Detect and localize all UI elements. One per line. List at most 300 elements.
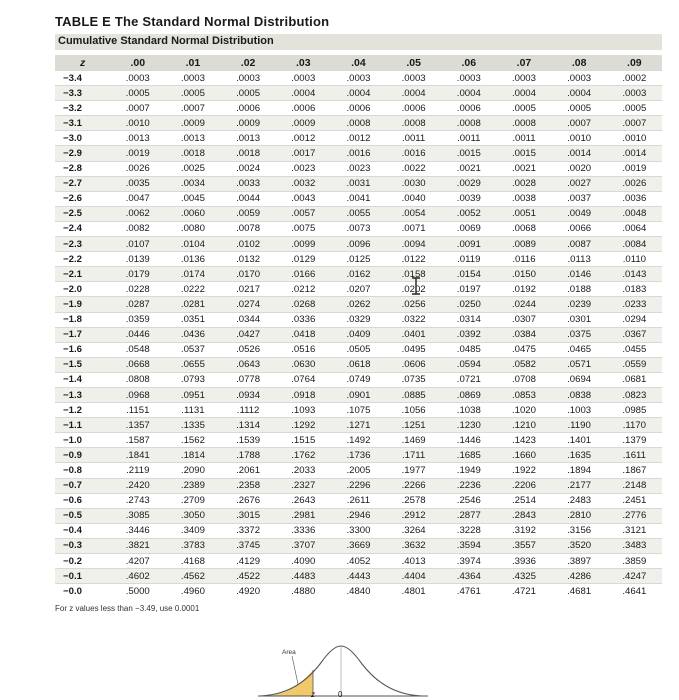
- row-z-value: −2.4: [55, 221, 110, 236]
- probability-cell: .2483: [552, 493, 607, 508]
- probability-cell: .0233: [607, 297, 662, 312]
- probability-cell: .0505: [331, 342, 386, 357]
- probability-cell: .3557: [496, 538, 551, 553]
- probability-cell: .4602: [110, 569, 165, 584]
- row-z-value: −3.0: [55, 131, 110, 146]
- probability-cell: .0465: [552, 342, 607, 357]
- probability-cell: .0055: [331, 206, 386, 221]
- probability-cell: .2578: [386, 493, 441, 508]
- row-z-value: −2.0: [55, 282, 110, 297]
- probability-cell: .1423: [496, 433, 551, 448]
- probability-cell: .0003: [552, 71, 607, 86]
- probability-cell: .0250: [441, 297, 496, 312]
- probability-cell: .0025: [165, 161, 220, 176]
- probability-cell: .0004: [331, 86, 386, 101]
- probability-cell: .0036: [607, 191, 662, 206]
- probability-cell: .0918: [276, 387, 331, 402]
- probability-cell: .0006: [221, 101, 276, 116]
- probability-cell: .0005: [552, 101, 607, 116]
- row-z-value: −3.1: [55, 116, 110, 131]
- probability-cell: .2676: [221, 493, 276, 508]
- probability-cell: .0985: [607, 403, 662, 418]
- probability-cell: .0069: [441, 221, 496, 236]
- probability-cell: .3821: [110, 538, 165, 553]
- header-col: .09: [607, 55, 662, 71]
- probability-cell: .2843: [496, 508, 551, 523]
- table-row: [55, 206, 662, 221]
- probability-cell: .3936: [496, 554, 551, 569]
- probability-cell: .0003: [331, 71, 386, 86]
- probability-cell: .0119: [441, 252, 496, 267]
- probability-cell: .0010: [110, 116, 165, 131]
- probability-cell: .0005: [165, 86, 220, 101]
- probability-cell: .2877: [441, 508, 496, 523]
- header-col: .03: [276, 55, 331, 71]
- row-z-value: −2.7: [55, 176, 110, 191]
- probability-cell: .2709: [165, 493, 220, 508]
- probability-cell: .1977: [386, 463, 441, 478]
- text-cursor-icon: [411, 277, 421, 295]
- probability-cell: .2033: [276, 463, 331, 478]
- table-row: [55, 161, 662, 176]
- probability-cell: .1190: [552, 418, 607, 433]
- probability-cell: .0021: [496, 161, 551, 176]
- zero-label: 0: [338, 690, 343, 699]
- probability-cell: .0003: [221, 71, 276, 86]
- probability-cell: .0023: [276, 161, 331, 176]
- probability-cell: .0694: [552, 372, 607, 387]
- probability-cell: .0021: [441, 161, 496, 176]
- probability-cell: .1401: [552, 433, 607, 448]
- probability-cell: .0708: [496, 372, 551, 387]
- probability-cell: .0019: [110, 146, 165, 161]
- probability-cell: .0003: [496, 71, 551, 86]
- probability-cell: .1056: [386, 403, 441, 418]
- probability-cell: .3859: [607, 554, 662, 569]
- probability-cell: .1075: [331, 403, 386, 418]
- row-z-value: −3.3: [55, 86, 110, 101]
- probability-cell: .1949: [441, 463, 496, 478]
- probability-cell: .0262: [331, 297, 386, 312]
- probability-cell: .0143: [607, 267, 662, 282]
- probability-cell: .3192: [496, 523, 551, 538]
- probability-cell: .0170: [221, 267, 276, 282]
- probability-cell: .1711: [386, 448, 441, 463]
- probability-cell: .0020: [552, 161, 607, 176]
- probability-cell: .1335: [165, 418, 220, 433]
- probability-cell: .0009: [221, 116, 276, 131]
- probability-cell: .0005: [496, 101, 551, 116]
- probability-cell: .1251: [386, 418, 441, 433]
- probability-cell: .0885: [386, 387, 441, 402]
- header-col: .07: [496, 55, 551, 71]
- probability-cell: .2611: [331, 493, 386, 508]
- probability-cell: .5000: [110, 584, 165, 599]
- row-z-value: −2.3: [55, 237, 110, 252]
- z-table: [55, 55, 662, 598]
- probability-cell: .4443: [331, 569, 386, 584]
- row-z-value: −1.9: [55, 297, 110, 312]
- probability-cell: .1587: [110, 433, 165, 448]
- probability-cell: .1841: [110, 448, 165, 463]
- probability-cell: .2296: [331, 478, 386, 493]
- probability-cell: .0571: [552, 357, 607, 372]
- probability-cell: .0006: [441, 101, 496, 116]
- probability-cell: .3050: [165, 508, 220, 523]
- probability-cell: .0239: [552, 297, 607, 312]
- probability-cell: .1736: [331, 448, 386, 463]
- probability-cell: .4880: [276, 584, 331, 599]
- probability-cell: .0951: [165, 387, 220, 402]
- row-z-value: −1.1: [55, 418, 110, 433]
- header-col: .01: [165, 55, 220, 71]
- shaded-area: [266, 670, 313, 696]
- probability-cell: .3446: [110, 523, 165, 538]
- probability-cell: .0049: [552, 206, 607, 221]
- probability-cell: .1469: [386, 433, 441, 448]
- row-z-value: −1.8: [55, 312, 110, 327]
- probability-cell: .3336: [276, 523, 331, 538]
- probability-cell: .0073: [331, 221, 386, 236]
- probability-cell: .0132: [221, 252, 276, 267]
- row-z-value: −3.4: [55, 71, 110, 86]
- probability-cell: .0244: [496, 297, 551, 312]
- probability-cell: .0158: [386, 267, 441, 282]
- probability-cell: .4840: [331, 584, 386, 599]
- probability-cell: .2546: [441, 493, 496, 508]
- probability-cell: .0033: [221, 176, 276, 191]
- probability-cell: .0012: [276, 131, 331, 146]
- probability-cell: .0594: [441, 357, 496, 372]
- probability-cell: .0150: [496, 267, 551, 282]
- probability-cell: .0146: [552, 267, 607, 282]
- probability-cell: .0359: [110, 312, 165, 327]
- probability-cell: .0125: [331, 252, 386, 267]
- probability-cell: .0016: [331, 146, 386, 161]
- probability-cell: .0139: [110, 252, 165, 267]
- probability-cell: .3632: [386, 538, 441, 553]
- probability-cell: .2358: [221, 478, 276, 493]
- probability-cell: .0281: [165, 297, 220, 312]
- row-z-value: −1.6: [55, 342, 110, 357]
- probability-cell: .0526: [221, 342, 276, 357]
- probability-cell: .0013: [110, 131, 165, 146]
- probability-cell: .2389: [165, 478, 220, 493]
- probability-cell: .1151: [110, 403, 165, 418]
- probability-cell: .0071: [386, 221, 441, 236]
- probability-cell: .0455: [607, 342, 662, 357]
- probability-cell: .0059: [221, 206, 276, 221]
- probability-cell: .0630: [276, 357, 331, 372]
- probability-cell: .0901: [331, 387, 386, 402]
- table-row: [55, 71, 662, 86]
- table-row: [55, 176, 662, 191]
- probability-cell: .0054: [386, 206, 441, 221]
- probability-cell: .0329: [331, 312, 386, 327]
- probability-cell: .2061: [221, 463, 276, 478]
- table-row: [55, 493, 662, 508]
- probability-cell: .0104: [165, 237, 220, 252]
- probability-cell: .0013: [165, 131, 220, 146]
- probability-cell: .0004: [552, 86, 607, 101]
- probability-cell: .3409: [165, 523, 220, 538]
- table-row: [55, 191, 662, 206]
- probability-cell: .3520: [552, 538, 607, 553]
- probability-cell: .0052: [441, 206, 496, 221]
- table-row: [55, 584, 662, 599]
- probability-cell: .0022: [386, 161, 441, 176]
- probability-cell: .0322: [386, 312, 441, 327]
- probability-cell: .1562: [165, 433, 220, 448]
- probability-cell: .0192: [496, 282, 551, 297]
- probability-cell: .2119: [110, 463, 165, 478]
- probability-cell: .2743: [110, 493, 165, 508]
- probability-cell: .0154: [441, 267, 496, 282]
- row-z-value: −1.5: [55, 357, 110, 372]
- probability-cell: .0122: [386, 252, 441, 267]
- probability-cell: .0011: [441, 131, 496, 146]
- probability-cell: .0041: [331, 191, 386, 206]
- probability-cell: .0006: [386, 101, 441, 116]
- probability-cell: .0037: [552, 191, 607, 206]
- probability-cell: .3594: [441, 538, 496, 553]
- probability-cell: .4286: [552, 569, 607, 584]
- probability-cell: .0197: [441, 282, 496, 297]
- probability-cell: .1492: [331, 433, 386, 448]
- table-row: [55, 357, 662, 372]
- probability-cell: .1762: [276, 448, 331, 463]
- probability-cell: .0017: [276, 146, 331, 161]
- row-z-value: −2.5: [55, 206, 110, 221]
- probability-cell: .1814: [165, 448, 220, 463]
- probability-cell: .0018: [165, 146, 220, 161]
- probability-cell: .1788: [221, 448, 276, 463]
- probability-cell: .0051: [496, 206, 551, 221]
- table-row: [55, 146, 662, 161]
- probability-cell: .3745: [221, 538, 276, 553]
- table-row: [55, 116, 662, 131]
- probability-cell: .4801: [386, 584, 441, 599]
- probability-cell: .1292: [276, 418, 331, 433]
- table-title: TABLE E The Standard Normal Distribution: [55, 14, 330, 29]
- header-col: .02: [221, 55, 276, 71]
- probability-cell: .0668: [110, 357, 165, 372]
- probability-cell: .0003: [441, 71, 496, 86]
- probability-cell: .0013: [221, 131, 276, 146]
- table-row: [55, 538, 662, 553]
- probability-cell: .0618: [331, 357, 386, 372]
- table-row: [55, 86, 662, 101]
- table-row: [55, 523, 662, 538]
- probability-cell: .0028: [496, 176, 551, 191]
- probability-cell: .0039: [441, 191, 496, 206]
- probability-cell: .4641: [607, 584, 662, 599]
- probability-cell: .3372: [221, 523, 276, 538]
- probability-cell: .4960: [165, 584, 220, 599]
- probability-cell: .0009: [165, 116, 220, 131]
- probability-cell: .0031: [331, 176, 386, 191]
- probability-cell: .4562: [165, 569, 220, 584]
- row-z-value: −0.6: [55, 493, 110, 508]
- probability-cell: .0008: [386, 116, 441, 131]
- table-row: [55, 463, 662, 478]
- probability-cell: .0681: [607, 372, 662, 387]
- probability-cell: .0113: [552, 252, 607, 267]
- table-row: [55, 101, 662, 116]
- probability-cell: .0367: [607, 327, 662, 342]
- probability-cell: .1922: [496, 463, 551, 478]
- probability-cell: .0174: [165, 267, 220, 282]
- probability-cell: .0010: [552, 131, 607, 146]
- probability-cell: .0495: [386, 342, 441, 357]
- probability-cell: .1446: [441, 433, 496, 448]
- probability-cell: .0582: [496, 357, 551, 372]
- probability-cell: .0436: [165, 327, 220, 342]
- probability-cell: .0089: [496, 237, 551, 252]
- probability-cell: .0207: [331, 282, 386, 297]
- probability-cell: .0427: [221, 327, 276, 342]
- probability-cell: .0853: [496, 387, 551, 402]
- probability-cell: .1038: [441, 403, 496, 418]
- probability-cell: .0559: [607, 357, 662, 372]
- header-z: z: [55, 55, 110, 71]
- probability-cell: .2643: [276, 493, 331, 508]
- probability-cell: .2514: [496, 493, 551, 508]
- probability-cell: .2810: [552, 508, 607, 523]
- probability-cell: .0793: [165, 372, 220, 387]
- probability-cell: .0064: [607, 221, 662, 236]
- probability-cell: .1685: [441, 448, 496, 463]
- table-subtitle: Cumulative Standard Normal Distribution: [58, 35, 274, 47]
- probability-cell: .2327: [276, 478, 331, 493]
- probability-cell: .0014: [607, 146, 662, 161]
- probability-cell: .0808: [110, 372, 165, 387]
- probability-cell: .0011: [386, 131, 441, 146]
- row-z-value: −0.8: [55, 463, 110, 478]
- probability-cell: .2266: [386, 478, 441, 493]
- probability-cell: .0007: [552, 116, 607, 131]
- probability-cell: .0008: [331, 116, 386, 131]
- table-row: [55, 267, 662, 282]
- probability-cell: .0537: [165, 342, 220, 357]
- header-col: .08: [552, 55, 607, 71]
- probability-cell: .0301: [552, 312, 607, 327]
- probability-cell: .0005: [607, 101, 662, 116]
- probability-cell: .0110: [607, 252, 662, 267]
- row-z-value: −0.3: [55, 538, 110, 553]
- probability-cell: .0004: [276, 86, 331, 101]
- probability-cell: .0336: [276, 312, 331, 327]
- probability-cell: .3669: [331, 538, 386, 553]
- probability-cell: .0012: [331, 131, 386, 146]
- probability-cell: .1539: [221, 433, 276, 448]
- probability-cell: .0027: [552, 176, 607, 191]
- probability-cell: .4207: [110, 554, 165, 569]
- probability-cell: .1003: [552, 403, 607, 418]
- probability-cell: .3300: [331, 523, 386, 538]
- probability-cell: .0307: [496, 312, 551, 327]
- probability-cell: .2206: [496, 478, 551, 493]
- probability-cell: .0048: [607, 206, 662, 221]
- probability-cell: .0060: [165, 206, 220, 221]
- probability-cell: .0778: [221, 372, 276, 387]
- probability-cell: .0838: [552, 387, 607, 402]
- probability-cell: .0096: [331, 237, 386, 252]
- table-row: [55, 403, 662, 418]
- table-row: [55, 327, 662, 342]
- probability-cell: .0009: [276, 116, 331, 131]
- row-z-value: −1.4: [55, 372, 110, 387]
- probability-cell: .0011: [496, 131, 551, 146]
- probability-cell: .0068: [496, 221, 551, 236]
- probability-cell: .0008: [496, 116, 551, 131]
- probability-cell: .4483: [276, 569, 331, 584]
- table-row: [55, 448, 662, 463]
- probability-cell: .0136: [165, 252, 220, 267]
- probability-cell: .0007: [110, 101, 165, 116]
- probability-cell: .0006: [331, 101, 386, 116]
- probability-cell: .0294: [607, 312, 662, 327]
- probability-cell: .2090: [165, 463, 220, 478]
- probability-cell: .0116: [496, 252, 551, 267]
- table-body: [55, 71, 662, 599]
- probability-cell: .0107: [110, 237, 165, 252]
- probability-cell: .3783: [165, 538, 220, 553]
- probability-cell: .4761: [441, 584, 496, 599]
- probability-cell: .0287: [110, 297, 165, 312]
- probability-cell: .1020: [496, 403, 551, 418]
- probability-cell: .0006: [276, 101, 331, 116]
- probability-cell: .0003: [276, 71, 331, 86]
- probability-cell: .0351: [165, 312, 220, 327]
- probability-cell: .0047: [110, 191, 165, 206]
- probability-cell: .0643: [221, 357, 276, 372]
- probability-cell: .0764: [276, 372, 331, 387]
- probability-cell: .0038: [496, 191, 551, 206]
- probability-cell: .0869: [441, 387, 496, 402]
- probability-cell: .1210: [496, 418, 551, 433]
- probability-cell: .2236: [441, 478, 496, 493]
- probability-cell: .4013: [386, 554, 441, 569]
- probability-cell: .0212: [276, 282, 331, 297]
- probability-cell: .0005: [221, 86, 276, 101]
- row-z-value: −1.0: [55, 433, 110, 448]
- probability-cell: .0129: [276, 252, 331, 267]
- probability-cell: .0094: [386, 237, 441, 252]
- probability-cell: .0005: [110, 86, 165, 101]
- probability-cell: .0030: [386, 176, 441, 191]
- probability-cell: .0043: [276, 191, 331, 206]
- probability-cell: .3974: [441, 554, 496, 569]
- table-row: [55, 221, 662, 236]
- probability-cell: .0035: [110, 176, 165, 191]
- probability-cell: .0183: [607, 282, 662, 297]
- probability-cell: .4247: [607, 569, 662, 584]
- probability-cell: .0062: [110, 206, 165, 221]
- row-z-value: −1.2: [55, 403, 110, 418]
- probability-cell: .0007: [607, 116, 662, 131]
- table-row: [55, 569, 662, 584]
- probability-cell: .0392: [441, 327, 496, 342]
- probability-cell: .0007: [165, 101, 220, 116]
- probability-cell: .0066: [552, 221, 607, 236]
- probability-cell: .0102: [221, 237, 276, 252]
- probability-cell: .3156: [552, 523, 607, 538]
- header-col: .00: [110, 55, 165, 71]
- table-row: [55, 252, 662, 267]
- probability-cell: .1314: [221, 418, 276, 433]
- probability-cell: .3085: [110, 508, 165, 523]
